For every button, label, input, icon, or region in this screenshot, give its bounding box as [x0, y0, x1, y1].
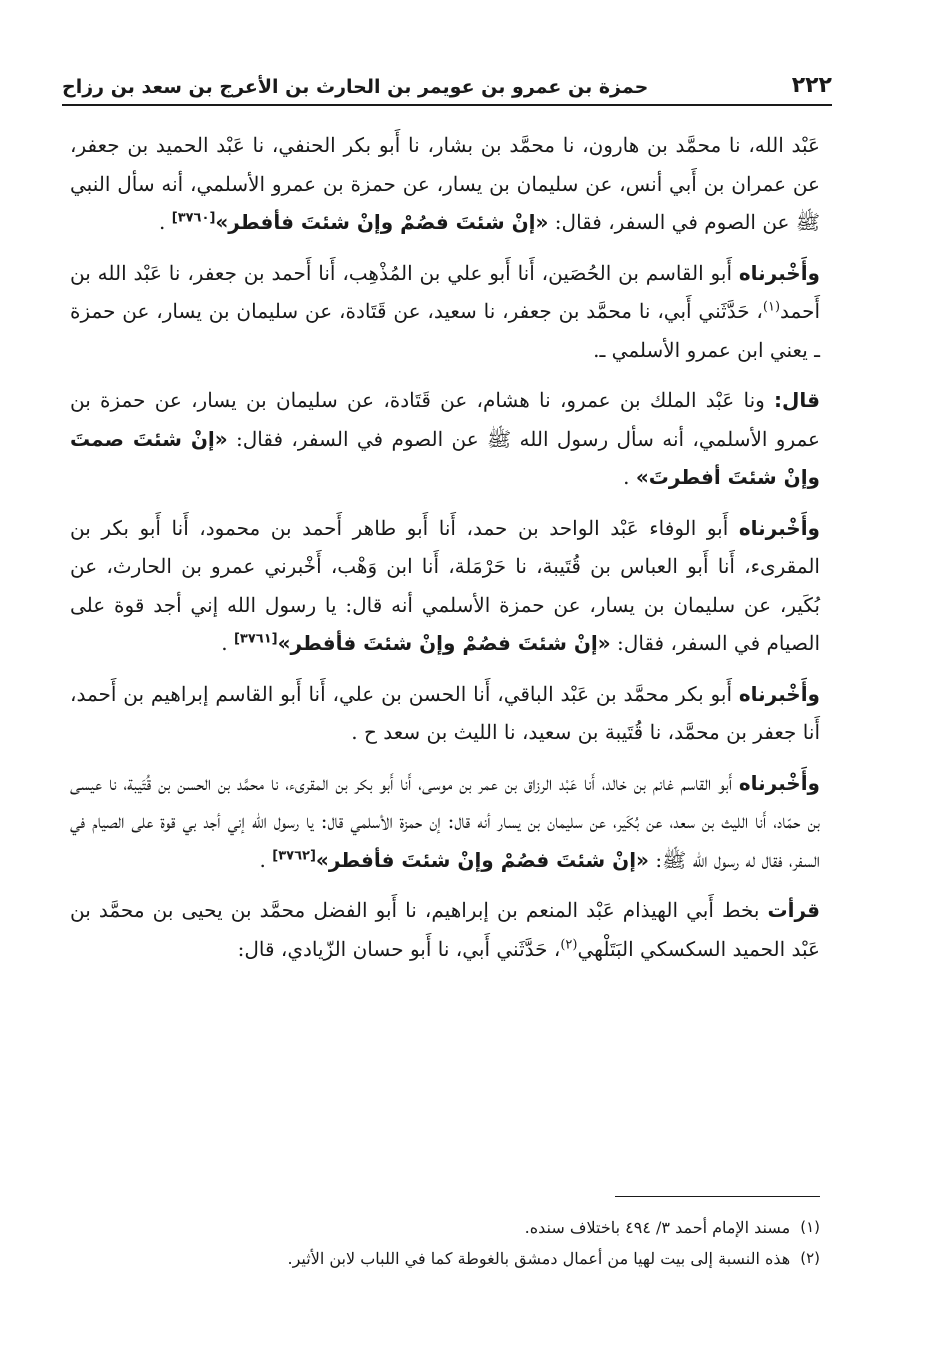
hadith-quote: «إنْ شئتَ فصُمْ وإنْ شئتَ فأفطر»	[215, 210, 549, 234]
paragraph-text-continued: ، حَدَّثَني أَبي، نا أَبو حسان الزّيادي، قال:	[237, 936, 561, 961]
running-head: حمزة بن عمرو بن عويمر بن الحارث بن الأعرج بن سعد بن رزاح	[62, 76, 649, 98]
paragraph-text-continued: ، حَدَّثَني أَبي، نا محمَّد بن جعفر، نا سعيد، عن قَتَادة، عن سليمان بن يسار، عن حمزة ـ يعني ابن عمرو الأسلمي ـ.	[70, 299, 820, 362]
footnote-1	[70, 1214, 820, 1241]
hadith-quote: «إنْ شئتَ فصُمْ وإنْ شئتَ فأفطر»	[315, 847, 649, 872]
paragraph-5	[70, 675, 820, 752]
footnotes	[70, 1214, 820, 1276]
paragraph-lead: وأَخْبرناه	[738, 681, 820, 706]
paragraph-text: أَبو القاسم بن الحُصَين، أَنا أَبو علي بن المُذْهِب، أَنا أَحمد بن جعفر، نا عَبْد الله بن أَحمد	[70, 260, 820, 323]
paragraph-lead: قال:	[774, 388, 820, 412]
header-rule	[62, 104, 832, 106]
footnote-text: مسند الإمام أحمد ٣/ ٤٩٤ باختلاف سنده.	[524, 1218, 791, 1237]
hadith-number: [٣٧٦١]	[233, 631, 278, 647]
paragraph-tail: .	[623, 465, 636, 489]
hadith-number: [٣٧٦٠]	[171, 210, 216, 226]
paragraph-lead: وأَخْبرناه	[738, 260, 820, 285]
paragraph-text: بخط أَبي الهيذام عَبْد المنعم بن إبراهيم، نا أَبو الفضل محمَّد بن يحيى بن محمَّد بن عَبْد الحميد السكسكي البَتَلْهي	[70, 898, 820, 961]
paragraph-tail: .	[221, 631, 234, 655]
paragraph-4	[70, 509, 820, 663]
hadith-quote: «إنْ شئتَ فصُمْ وإنْ شئتَ فأفطر»	[277, 631, 611, 655]
paragraph-tail: .	[259, 847, 273, 872]
footnote-marker: (٢)	[560, 936, 578, 952]
paragraph-text: أَبو القاسم غانم بن خالد، أَنا عَبْد الرزاق بن عمر بن موسى، أَنا أَبو بكر بن المقرىء، نا محمَّد بن الحسن بن قُتَيبة، نا عيسى بن حمّاد، أَنا الليث بن سعد، عن بُكَير، عن سليمان بن يسار أنه قال: إن حمزة الأسلمي قال: يا رسول الله إني أجد بي قوة على الصيام في السفر، فقال له رسول الله ﷺ:	[70, 770, 820, 872]
footnote-text: هذه النسبة إلى بيت لهيا من أعمال دمشق بالغوطة كما في اللباب لابن الأثير.	[287, 1249, 791, 1268]
footnote-rule	[615, 1196, 820, 1197]
paragraph-text: أَبو الوفاء عَبْد الواحد بن حمد، أَنا أَبو طاهر أَحمد بن محمود، أَنا أَبو بكر بن المقرىء، أَنا أَبو العباس بن قُتَيبة، نا حَرْمَلة، أَنا ابن وَهْب، أَخْبرني عمرو بن الحارث، عن بُكَير، عن سليمان بن يسار، عن حمزة الأسلمي أنه قال: يا رسول الله إني أجد قوة على الصيام في السفر، فقال:	[70, 515, 820, 655]
paragraph-7	[70, 891, 820, 968]
paragraph-1	[70, 126, 820, 242]
paragraph-2	[70, 254, 820, 370]
paragraph-6	[70, 764, 820, 880]
hadith-quote: «إنْ شئتَ صمتَ وإنْ شئتَ أفطرتَ»	[70, 426, 820, 489]
paragraph-lead: وأَخْبرناه	[738, 770, 820, 795]
page-number: ٢٢٢	[791, 73, 832, 98]
page-header	[62, 62, 832, 98]
main-text	[70, 126, 820, 980]
footnote-number: (١)	[800, 1218, 820, 1236]
paragraph-text: ونا عَبْد الملك بن عمرو، نا هشام، عن قَتَادة، عن سليمان بن يسار، عن حمزة بن عمرو الأسلمي، أنه سأل رسول الله ﷺ عن الصوم في السفر، فقال:	[70, 388, 820, 451]
paragraph-lead: وأَخْبرناه	[738, 515, 820, 540]
hadith-number: [٣٧٦٢]	[272, 847, 316, 863]
paragraph-lead: قرأت	[767, 898, 820, 922]
paragraph-3	[70, 381, 820, 497]
footnote-2	[70, 1245, 820, 1272]
paragraph-text: أَبو بكر محمَّد بن عَبْد الباقي، أَنا الحسن بن علي، أَنا أَبو القاسم إبراهيم بن أَحمد، أَنا جعفر بن محمَّد، نا قُتَيبة بن سعيد، نا الليث بن سعد ح .	[70, 681, 820, 744]
footnote-marker: (١)	[762, 299, 781, 315]
footnote-number: (٢)	[800, 1249, 820, 1267]
paragraph-tail: .	[159, 210, 172, 234]
paragraph-text: عَبْد الله، نا محمَّد بن هارون، نا محمَّد بن بشار، نا أَبو بكر الحنفي، نا عَبْد الحميد بن جعفر، عن عمران بن أَبي أنس، عن سليمان بن يسار، عن حمزة بن عمرو الأسلمي، أنه سأل النبي ﷺ عن الصوم في السفر، فقال:	[70, 133, 820, 234]
